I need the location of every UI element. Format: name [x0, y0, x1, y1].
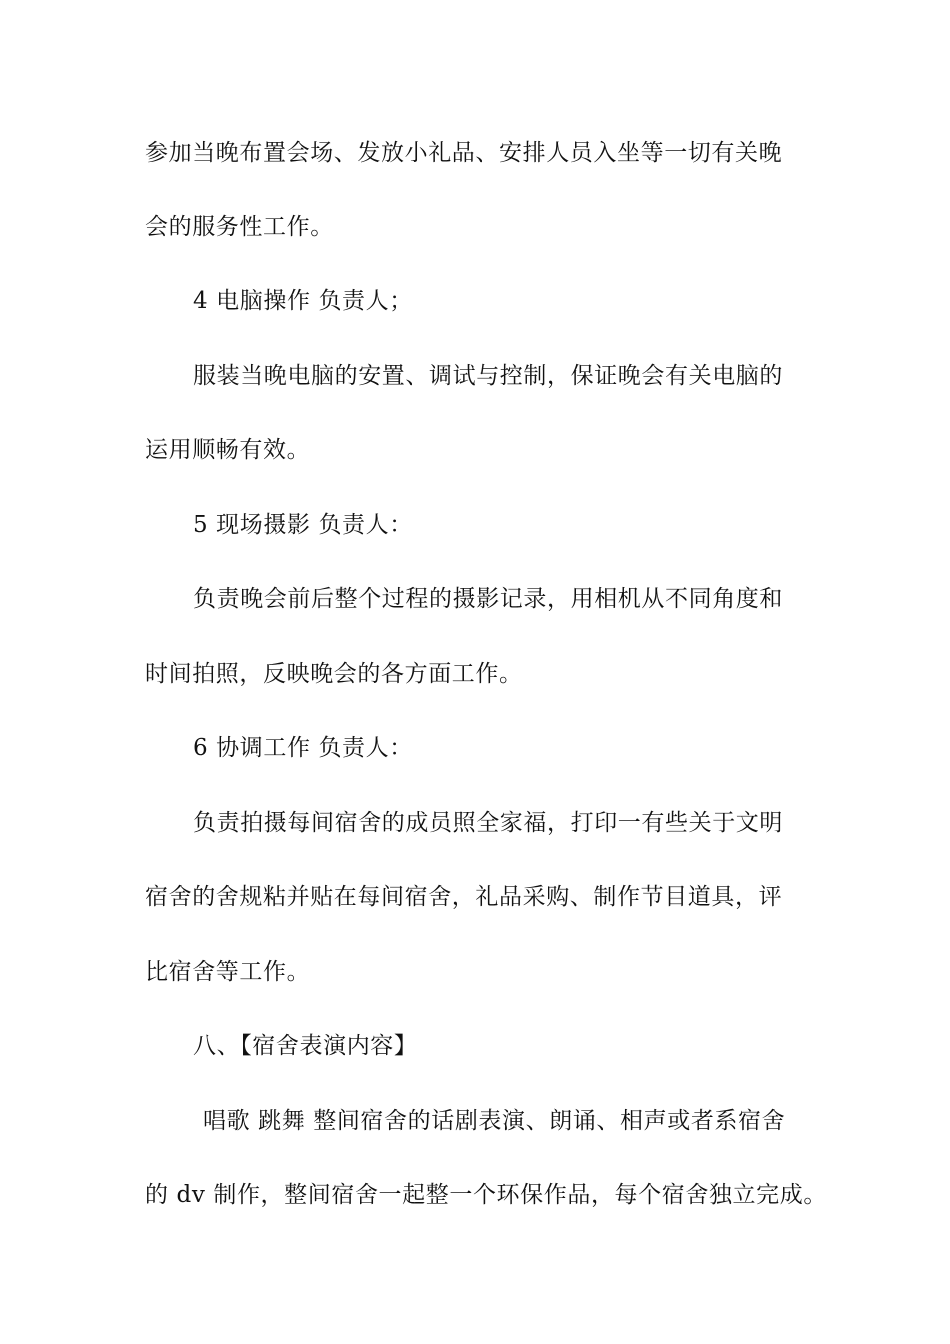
- paragraph-line: 负责晚会前后整个过程的摄影记录，用相机从不同角度和: [193, 586, 783, 612]
- paragraph-line: 参加当晚布置会场、发放小礼品、安排人员入坐等一切有关晚: [145, 140, 783, 166]
- paragraph-line: 时间拍照，反映晚会的各方面工作。: [145, 661, 523, 687]
- paragraph-line: 唱歌 跳舞 整间宿舍的话剧表演、朗诵、相声或者系宿舍: [203, 1108, 786, 1134]
- section-heading: 4 电脑操作 负责人；: [193, 288, 413, 314]
- section-heading: 八、【宿舍表演内容】: [193, 1033, 418, 1059]
- section-heading: 6 协调工作 负责人：: [193, 735, 413, 761]
- paragraph-line: 运用顺畅有效。: [145, 437, 311, 463]
- paragraph-line: 宿舍的舍规粘并贴在每间宿舍，礼品采购、制作节目道具，评: [145, 884, 783, 910]
- paragraph-line: 会的服务性工作。: [145, 214, 334, 240]
- paragraph-line: 的 dv 制作，整间宿舍一起整一个环保作品，每个宿舍独立完成。: [145, 1182, 827, 1208]
- paragraph-line: 服装当晚电脑的安置、调试与控制，保证晚会有关电脑的: [193, 363, 783, 389]
- section-heading: 5 现场摄影 负责人：: [193, 512, 413, 538]
- paragraph-line: 负责拍摄每间宿舍的成员照全家福，打印一有些关于文明: [193, 810, 783, 836]
- paragraph-line: 比宿舍等工作。: [145, 959, 311, 985]
